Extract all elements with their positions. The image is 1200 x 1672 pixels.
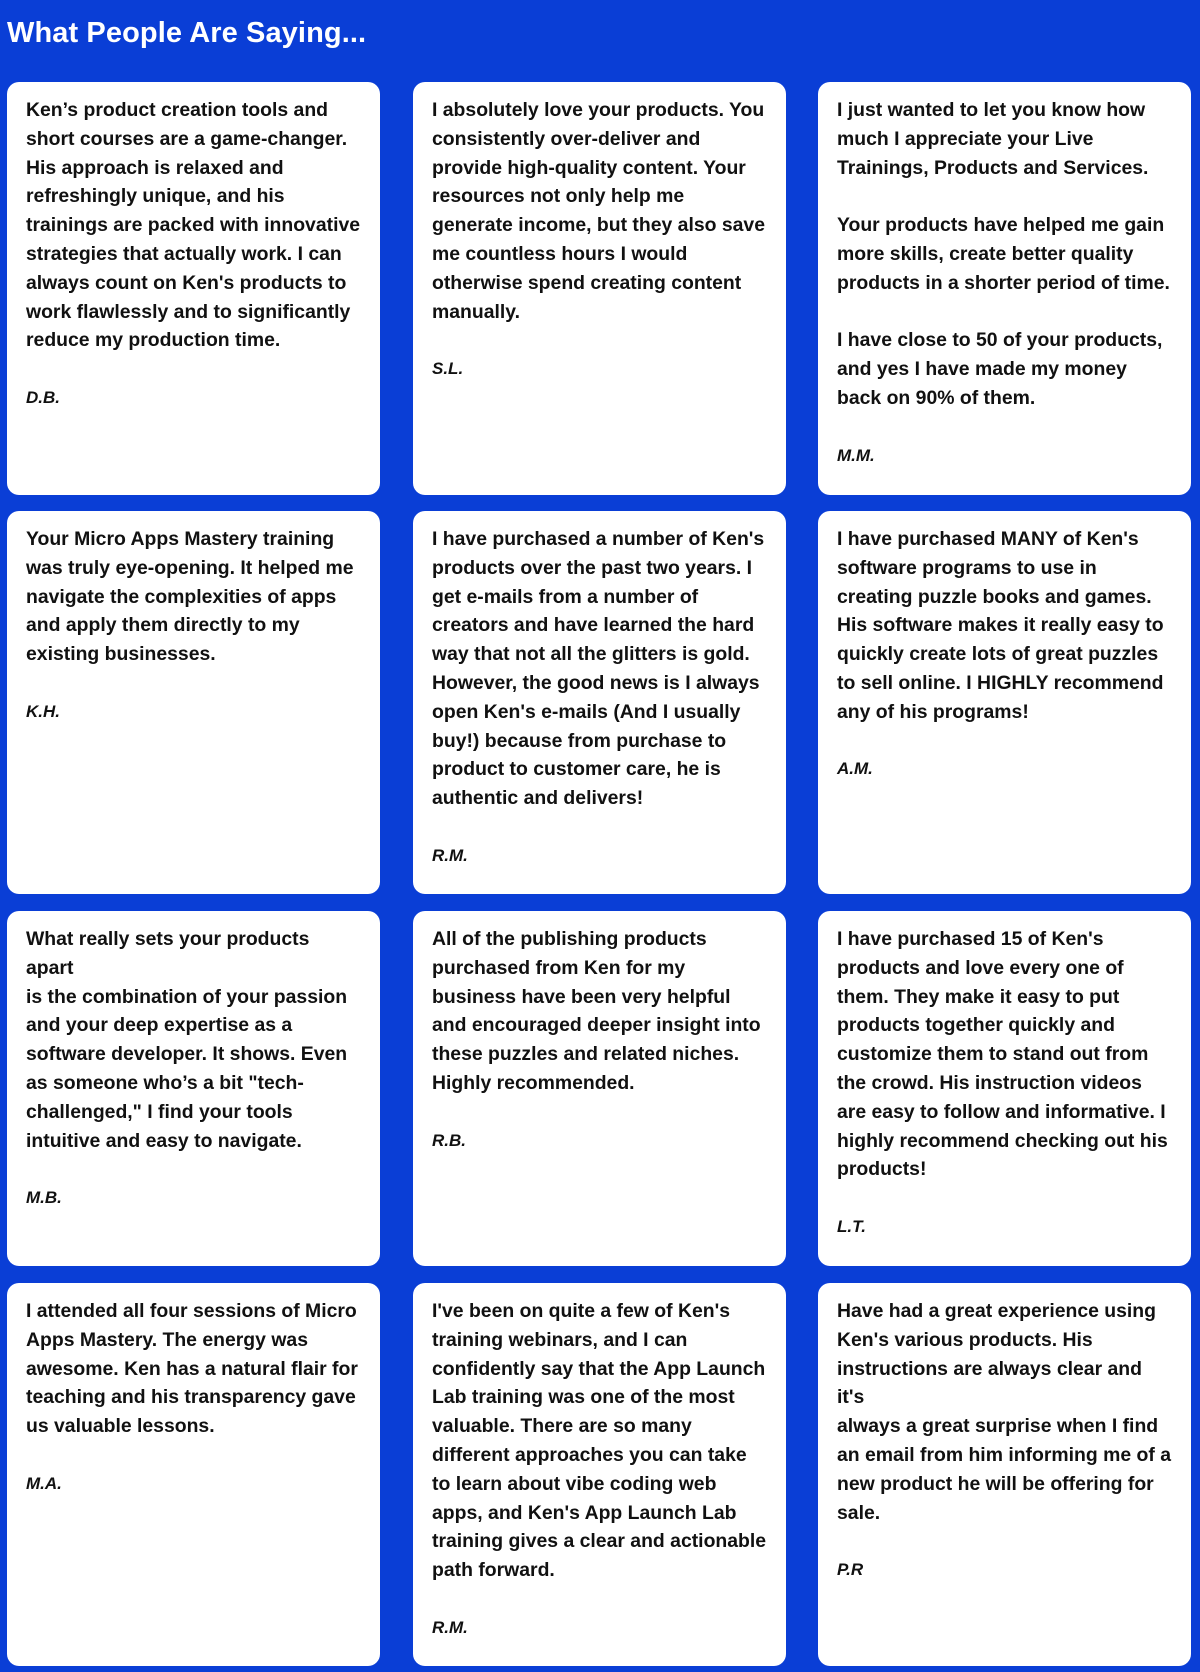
testimonial-text: I just wanted to let you know how much I appreciate your Live Trainings, Products and Services. xyxy=(837,99,1149,179)
testimonial-card xyxy=(7,1283,380,1666)
testimonial-author: M.A. xyxy=(26,1473,62,1493)
testimonial-card xyxy=(7,911,380,1266)
testimonial-text: Your Micro Apps Mastery training was truly eye-opening. It helped me navigate the complexities of apps and apply them directly to my existing businesses. xyxy=(26,528,354,666)
testimonial-card xyxy=(818,911,1191,1266)
testimonial-author: D.B. xyxy=(26,387,60,407)
testimonial-text: What really sets your products apart is the combination of your passion and your deep expertise as a software developer. It shows. Even as someone who’s a bit "tech- challenged," I find your tools intuitive and easy to navigate. xyxy=(26,928,348,1152)
testimonial-text: I attended all four sessions of Micro Apps Mastery. The energy was awesome. Ken has a natural flair for teaching and his transparency gave us valuable lessons. xyxy=(26,1300,358,1438)
testimonial-author: K.H. xyxy=(26,701,60,721)
testimonial-text: All of the publishing products purchased from Ken for my business have been very helpful and encouraged deeper insight into these puzzles and related niches. Highly recommended. xyxy=(432,928,761,1094)
testimonial-text: I have close to 50 of your products, and yes I have made my money back on 90% of them. xyxy=(837,329,1163,409)
testimonial-author: A.M. xyxy=(837,759,873,779)
testimonial-card xyxy=(413,82,786,495)
testimonial-card xyxy=(818,1283,1191,1666)
testimonial-card xyxy=(818,82,1191,495)
testimonial-text: I absolutely love your products. You consistently over-deliver and provide high-quality content. Your resources not only help me generate income, but they also save me countless hours I would otherwise spend creating content manually. xyxy=(432,99,765,323)
testimonial-author: S.L. xyxy=(432,359,464,379)
testimonial-text: Ken’s product creation tools and short courses are a game-changer. His approach is relaxed and refreshingly unique, and his trainings are packed with innovative strategies that actually work. I can always count on Ken's products to work flawlessly and to significantly reduce my production time. xyxy=(26,99,361,352)
testimonial-author: M.M. xyxy=(837,445,875,465)
testimonial-author: L.T. xyxy=(837,1216,866,1236)
testimonial-card xyxy=(413,1283,786,1666)
testimonial-author: R.B. xyxy=(432,1130,466,1150)
testimonial-text: Have had a great experience using Ken's various products. His instructions are always clear and it's always a great surprise when I find an email from him informing me of a new product he will be offering for sale. xyxy=(837,1300,1171,1524)
testimonial-text: I have purchased MANY of Ken's software programs to use in creating puzzle books and games. His software makes it really easy to quickly create lots of great puzzles to sell online. I HIGHLY recommend any of his programs! xyxy=(837,528,1164,723)
testimonial-text: I have purchased 15 of Ken's products and love every one of them. They make it easy to put products together quickly and customize them to stand out from the crowd. His instruction videos are easy to follow and informative. I highly recommend checking out his products! xyxy=(837,928,1168,1181)
testimonial-author: M.B. xyxy=(26,1188,62,1208)
testimonial-author: R.M. xyxy=(432,1617,468,1637)
testimonial-author: P.R xyxy=(837,1560,864,1580)
testimonial-card xyxy=(7,511,380,894)
testimonial-text: I have purchased a number of Ken's products over the past two years. I get e-mails from a number of creators and have learned the hard way that not all the glitters is gold. However, the good news is I always open Ken's e-mails (And I usually buy!) because from purchase to product to customer care, he is authentic and delivers! xyxy=(432,528,765,810)
testimonial-author: R.M. xyxy=(432,845,468,865)
testimonial-card xyxy=(7,82,380,495)
testimonial-text: Your products have helped me gain more skills, create better quality products in a shorter period of time. xyxy=(837,214,1170,294)
testimonial-text: I've been on quite a few of Ken's training webinars, and I can confidently say that the App Launch Lab training was one of the most valuable. There are so many different approaches you can take to learn about vibe coding web apps, and Ken's App Launch Lab training gives a clear and actionable path forward. xyxy=(432,1300,767,1582)
testimonial-card xyxy=(818,511,1191,894)
testimonial-card xyxy=(413,511,786,894)
page-title: What People Are Saying... xyxy=(7,17,367,49)
testimonial-card xyxy=(413,911,786,1266)
